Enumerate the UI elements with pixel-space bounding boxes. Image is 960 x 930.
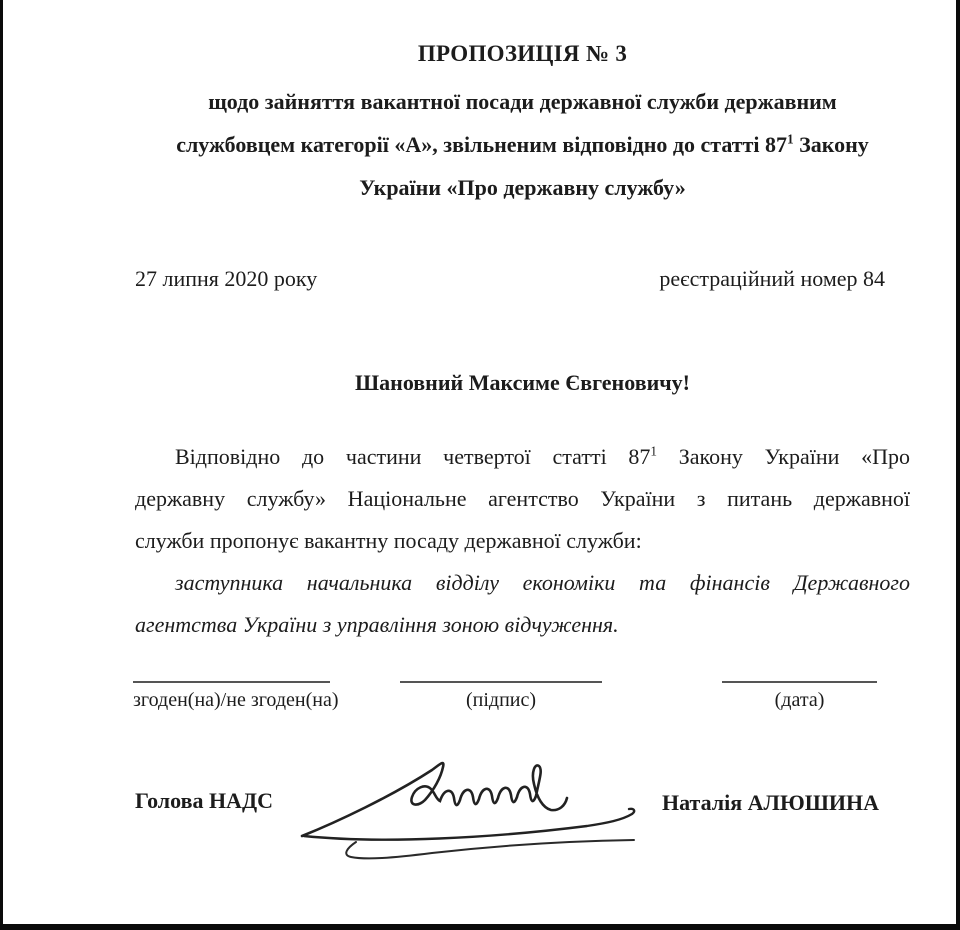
date-registration-row <box>135 266 885 292</box>
signature-blank-field <box>400 681 602 712</box>
subtitle-line-2-text: службовцем категорії «А», звільненим відповідно до статті 87 <box>176 132 788 157</box>
registration-number: реєстраційний номер 84 <box>659 266 885 291</box>
subtitle-line-3: України «Про державну службу» <box>359 175 686 200</box>
subtitle-line-1: щодо зайняття вакантної посади державної служби державним <box>208 89 837 114</box>
body-line-3: служби пропонує вакантну посаду державної служби: <box>135 528 642 553</box>
date-blank-field <box>722 681 877 712</box>
document-subtitle <box>135 80 910 209</box>
document-title: ПРОПОЗИЦІЯ № 3 <box>417 41 628 66</box>
handwritten-signature-icon <box>292 748 642 873</box>
subtitle-line-2 <box>135 123 910 166</box>
body-line-1-text: Відповідно до частини четвертої статті 87 <box>175 444 651 469</box>
agreement-blank-field <box>133 681 339 712</box>
body-line-2: державну службу» Національне агентство України з питань державної <box>135 486 910 511</box>
body-line-1-tail: Закону України «Про <box>657 444 910 469</box>
agreement-blank-label: згоден(на)/не згоден(на) <box>133 689 339 711</box>
signer-name: Наталія АЛЮШИНА <box>662 790 879 815</box>
subtitle-line-2-tail: Закону <box>793 132 869 157</box>
statute-superscript: 1 <box>650 443 658 459</box>
position-line-2: агентства України з управління зоною відчуження. <box>135 612 619 637</box>
scan-border-right <box>956 0 960 930</box>
signature-blank-label: (підпис) <box>465 689 537 711</box>
body-paragraph <box>135 436 910 646</box>
scan-border-bottom <box>0 924 960 930</box>
position-line-1: заступника начальника відділу економіки та фінансів Державного <box>175 570 910 595</box>
document-date: 27 липня 2020 року <box>135 266 318 291</box>
scan-border-left <box>0 0 3 930</box>
date-blank-label: (дата) <box>774 689 825 711</box>
body-line-1 <box>135 436 910 478</box>
salutation: Шановний Максиме Євгеновичу! <box>355 370 690 395</box>
statute-superscript: 1 <box>787 131 794 147</box>
signer-title: Голова НАДС <box>135 788 273 813</box>
